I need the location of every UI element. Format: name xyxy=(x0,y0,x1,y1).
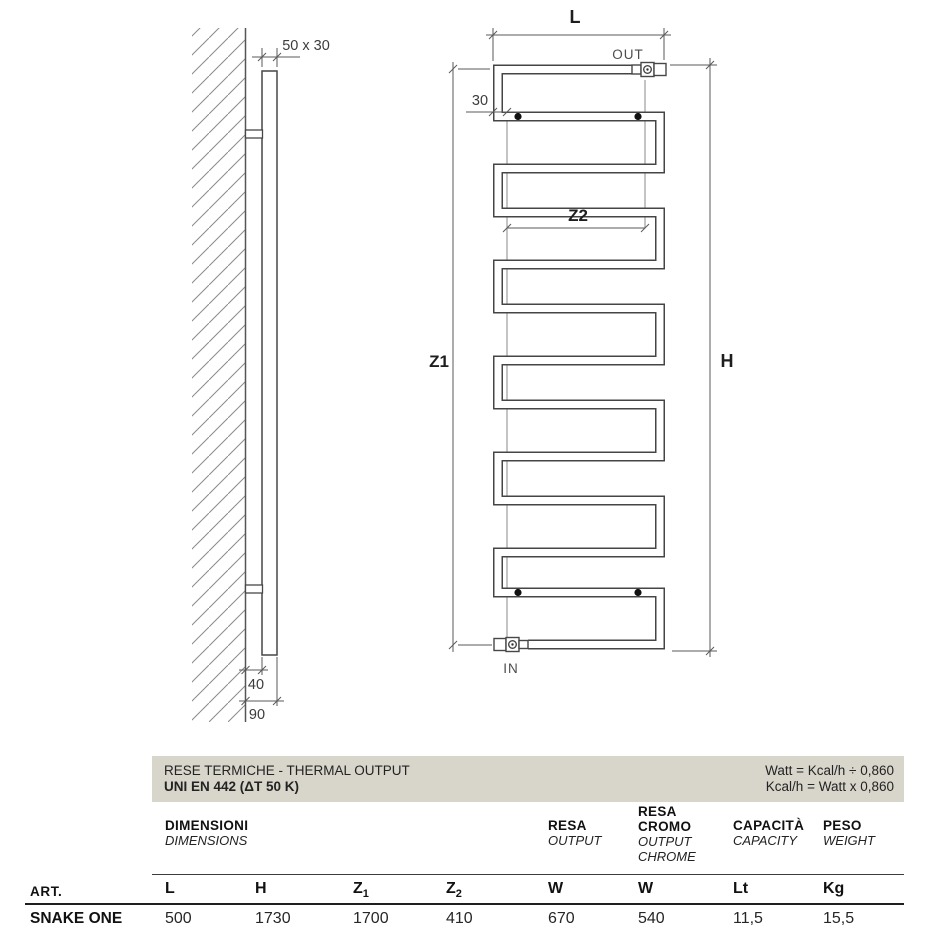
group-header-output xyxy=(548,818,601,848)
column-header-art: ART. xyxy=(30,884,63,899)
out-valve xyxy=(632,63,666,77)
tube-width-label: 30 xyxy=(471,93,489,109)
column-header-h: H xyxy=(255,880,267,897)
dimensions-en: DIMENSIONS xyxy=(165,833,248,848)
value-z1: 1700 xyxy=(353,910,389,927)
out-port-label: OUT xyxy=(612,47,644,62)
value-l: 500 xyxy=(165,910,192,927)
front-view xyxy=(429,7,733,676)
inner-width-dimension xyxy=(503,224,649,232)
table-rule-header xyxy=(25,903,904,905)
thermal-output-norm: UNI EN 442 (ΔT 50 K) xyxy=(164,779,299,794)
weight-it: PESO xyxy=(823,818,862,833)
group-header-weight xyxy=(823,818,875,848)
mounting-dot xyxy=(514,113,521,120)
inner-height-dimension xyxy=(449,62,492,652)
value-h: 1730 xyxy=(255,910,291,927)
value-lt: 11,5 xyxy=(733,910,763,927)
weight-en: WEIGHT xyxy=(823,833,875,848)
column-header-kg: Kg xyxy=(823,880,845,897)
group-header-output-chrome xyxy=(638,804,696,864)
dimensions-it: DIMENSIONI xyxy=(165,818,249,833)
conversion-formulas xyxy=(765,763,894,795)
product-name: SNAKE ONE xyxy=(30,910,123,927)
value-kg: 15,5 xyxy=(823,910,855,927)
thermal-output-band xyxy=(152,756,904,802)
height-dimension-label: H xyxy=(720,351,734,371)
output-en: OUTPUT xyxy=(548,833,602,848)
z2-base: Z xyxy=(446,880,456,897)
capacity-it: CAPACITÀ xyxy=(733,818,805,833)
mounting-dot xyxy=(634,589,641,596)
value-w-chrome: 540 xyxy=(638,910,665,927)
output-chrome-it-1: RESA xyxy=(638,804,677,819)
side-view xyxy=(192,28,330,723)
column-header-z1 xyxy=(353,880,369,901)
thermal-output-title: RESE TERMICHE - THERMAL OUTPUT xyxy=(164,763,410,778)
watt-formula: Watt = Kcal/h ÷ 0,860 xyxy=(765,763,894,778)
profile-dimension-label: 50 x 30 xyxy=(282,38,330,54)
output-it: RESA xyxy=(548,818,587,833)
wall-bracket-top xyxy=(246,130,263,138)
capacity-en: CAPACITY xyxy=(733,833,798,848)
in-valve xyxy=(494,638,528,652)
column-header-w-output: W xyxy=(548,880,564,897)
table-rule-top xyxy=(152,874,904,875)
output-chrome-en-1: OUTPUT xyxy=(638,834,692,849)
output-chrome-it-2: CROMO xyxy=(638,819,692,834)
in-port-label: IN xyxy=(503,661,519,676)
value-z2: 410 xyxy=(446,910,473,927)
mounting-dot xyxy=(634,113,641,120)
thermal-output-titles xyxy=(164,763,410,795)
z1-base: Z xyxy=(353,880,363,897)
z1-sub: 1 xyxy=(362,888,369,901)
column-header-l: L xyxy=(165,880,175,897)
width-dimension-label: L xyxy=(569,7,581,27)
mounting-dot xyxy=(514,589,521,596)
inner-width-label: Z2 xyxy=(568,206,588,225)
group-header-capacity xyxy=(733,818,804,848)
group-header-dimensions xyxy=(165,818,248,848)
wall-hatching xyxy=(192,28,245,722)
output-chrome-en-2: CHROME xyxy=(638,849,696,864)
column-header-z2 xyxy=(446,880,462,901)
value-w-output: 670 xyxy=(548,910,575,927)
wall-distance-label: 40 xyxy=(247,677,265,693)
serpentine-tube-core xyxy=(498,70,660,645)
kcal-formula: Kcal/h = Watt x 0,860 xyxy=(765,779,894,794)
z2-sub: 2 xyxy=(455,888,462,901)
wall-bracket-bottom xyxy=(246,585,263,593)
overall-depth-label: 90 xyxy=(248,707,266,723)
height-dimension xyxy=(670,58,717,657)
column-header-lt: Lt xyxy=(733,880,749,897)
column-header-w-chrome: W xyxy=(638,880,654,897)
inner-height-label: Z1 xyxy=(429,352,449,371)
radiator-side-profile xyxy=(262,71,277,655)
